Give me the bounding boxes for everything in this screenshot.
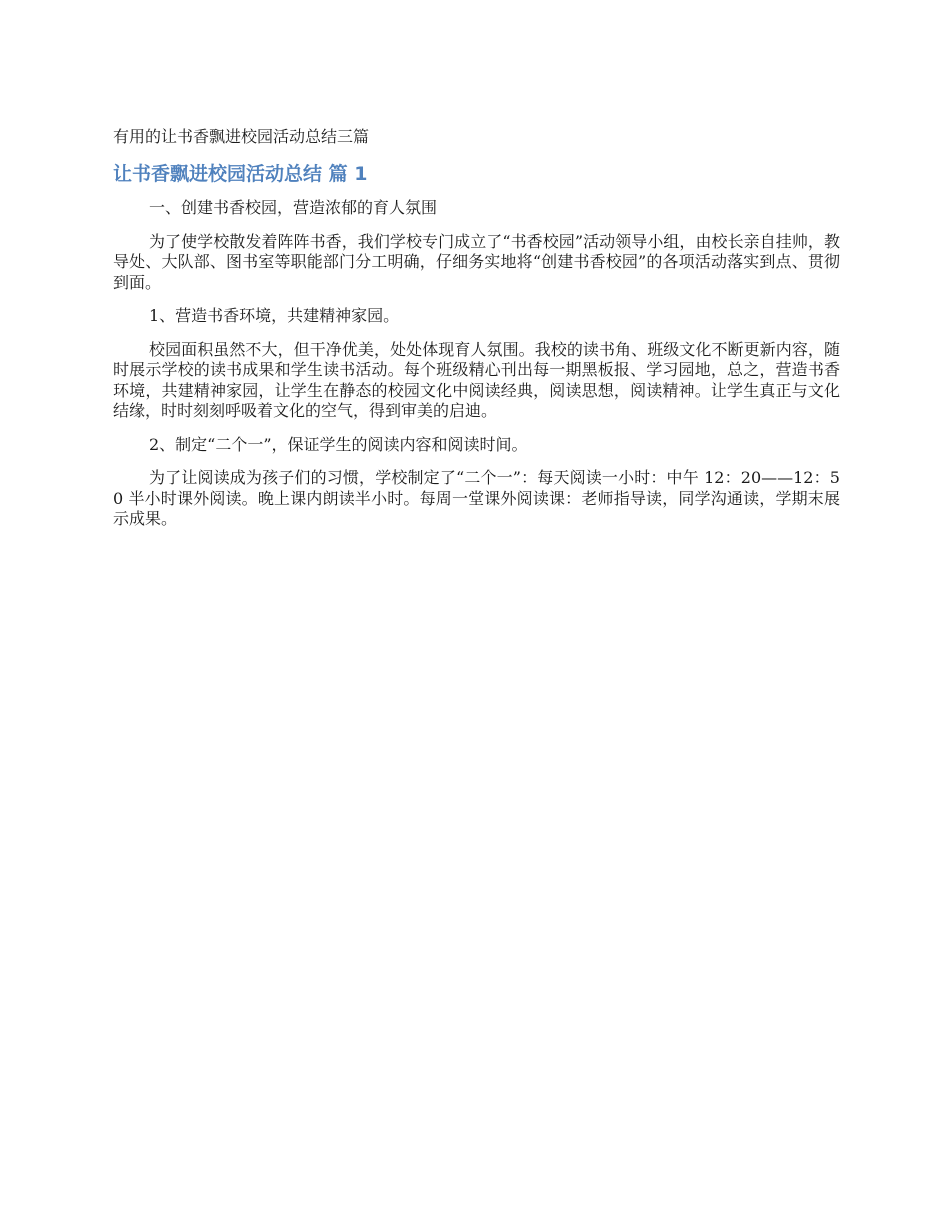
document-title: 有用的让书香飘进校园活动总结三篇 — [113, 127, 370, 146]
paragraph-two-ones-body: 为了让阅读成为孩子们的习惯，学校制定了“二个一”：每天阅读一小时：中午 12：20——12：50 半小时课外阅读。晚上课内朗读半小时。每周一堂课外阅读课：老师指导读，同学沟通读，学期末展示成果。 — [113, 468, 840, 528]
paragraph-intro: 为了使学校散发着阵阵书香，我们学校专门成立了“书香校园”活动领导小组，由校长亲自挂帅，教导处、大队部、图书室等职能部门分工明确，仔细务实地将“创建书香校园”的各项活动落实到点、贯彻到面。 — [113, 231, 840, 292]
paragraph-environment-body: 校园面积虽然不大，但干净优美，处处体现育人氛围。我校的读书角、班级文化不断更新内容，随时展示学校的读书成果和学生读书活动。每个班级精心刊出每一期黑板报、学习园地，总之，营造书香环境，共建精神家园，让学生在静态的校园文化中阅读经典，阅读思想，阅读精神。让学生真正与文化结缘，时时刻刻呼吸着文化的空气，得到审美的启迪。 — [113, 339, 840, 420]
paragraph-section-one-heading: 一、创建书香校园，营造浓郁的育人氛围 — [149, 198, 438, 217]
paragraph-subheading-environment: 1、营造书香环境，共建精神家园。 — [149, 306, 400, 325]
document-page — [113, 124, 840, 543]
section-heading: 让书香飘进校园活动总结 篇 1 — [113, 163, 368, 185]
paragraph-subheading-two-ones: 2、制定“二个一”，保证学生的阅读内容和阅读时间。 — [149, 434, 528, 454]
